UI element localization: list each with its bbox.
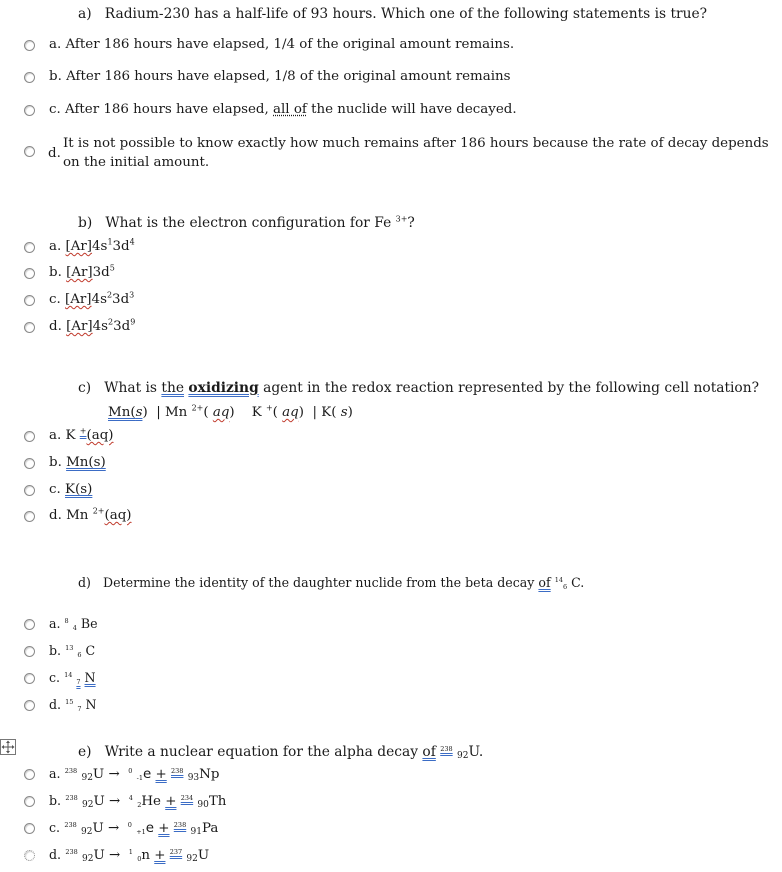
radio-a-c[interactable]: [24, 105, 35, 116]
element-symbol: Np: [199, 767, 220, 782]
option-c-d: [49, 508, 132, 523]
option-a-d-line1: It is not possible to know exactly how much remains after 186 hours because the rate of decay depends: [63, 136, 769, 151]
radio-d-c[interactable]: [24, 673, 35, 684]
option-charge: +: [79, 426, 87, 436]
electron-count: 2: [106, 290, 113, 300]
notation-part: (: [272, 405, 278, 420]
option-prefix: a.: [49, 766, 61, 781]
plus-sign: +: [165, 794, 177, 809]
radio-a-b[interactable]: [24, 72, 35, 83]
notation-part: Mn(: [108, 405, 136, 420]
option-a-b: b. After 186 hours have elapsed, 1/8 of the original amount remains: [49, 69, 511, 84]
notation-part: (: [203, 405, 209, 420]
notation-part: | K(: [312, 405, 337, 420]
option-c-a: [49, 428, 114, 443]
element-symbol: U: [93, 848, 105, 863]
mass-number: 234: [180, 794, 194, 802]
mass-number: 8: [64, 617, 69, 625]
element-symbol: U: [92, 767, 105, 782]
option-prefix: a.: [49, 239, 66, 254]
atomic-number: +1: [136, 828, 146, 836]
notation-charge: 2+: [191, 403, 204, 413]
reaction-arrow: →: [109, 794, 121, 809]
option-a-d-label: d.: [48, 146, 61, 161]
orbital: 4s: [91, 292, 107, 307]
question-d-title: [78, 575, 584, 590]
element-symbol: N: [84, 670, 96, 685]
mass-number: 238: [65, 794, 78, 802]
atomic-number: 90: [197, 800, 209, 810]
orbital: 4s: [92, 239, 108, 254]
question-text-of: of: [422, 744, 436, 760]
option-text: c. After 186 hours have elapsed,: [49, 102, 274, 117]
element-symbol: Th: [208, 794, 227, 809]
notation-state: aq: [282, 405, 299, 420]
electron-count: 4: [129, 237, 135, 247]
element-symbol: Be: [80, 616, 98, 631]
mass-number: 0: [128, 767, 133, 775]
element-symbol: U: [92, 821, 104, 836]
mass-number: 1: [128, 848, 133, 856]
mass-number: 237: [169, 848, 183, 856]
electron-count: 2: [108, 317, 114, 327]
atomic-number: 91: [190, 827, 202, 837]
option-a-d-line2: on the initial amount.: [63, 155, 210, 170]
radio-e-c[interactable]: [24, 823, 35, 834]
notation-part: | Mn: [156, 405, 188, 420]
radio-d-a[interactable]: [24, 619, 35, 630]
atomic-number: 4: [72, 624, 77, 632]
radio-b-a[interactable]: [24, 242, 35, 253]
option-prefix: a. K: [49, 428, 76, 443]
cell-notation: [108, 405, 353, 420]
mass-number: 0: [127, 821, 132, 829]
option-prefix: a.: [49, 616, 61, 631]
option-prefix: c.: [49, 292, 66, 307]
option-body: (aq): [104, 508, 132, 523]
radio-e-a[interactable]: [24, 769, 35, 780]
notation-part: ): [347, 405, 353, 420]
option-b-c: [49, 292, 134, 307]
option-c-c: [49, 482, 92, 497]
plus-sign: +: [154, 848, 166, 863]
option-e-a: [49, 766, 219, 782]
notation-part: ): [298, 405, 304, 420]
electron-count: 9: [130, 317, 136, 327]
option-body: (aq): [86, 428, 114, 443]
question-label: d): [78, 575, 91, 590]
particle-symbol: He: [141, 794, 161, 809]
option-a-a: a. After 186 hours have elapsed, 1/4 of the original amount remains.: [49, 37, 515, 52]
radio-b-b[interactable]: [24, 268, 35, 279]
option-d-c: [49, 670, 96, 685]
option-d-d: [49, 697, 97, 712]
mass-number: 14: [554, 576, 563, 584]
option-prefix: b.: [49, 265, 67, 280]
element-symbol: U: [197, 848, 210, 863]
particle-symbol: n: [141, 848, 150, 863]
question-text: Determine the identity of the daughter nuclide from the beta decay: [103, 575, 535, 590]
option-text-tail: the nuclide will have decayed.: [306, 102, 517, 117]
notation-part: ): [142, 405, 148, 420]
option-prefix: b.: [49, 643, 62, 658]
mass-number: 14: [64, 671, 73, 679]
option-b-a: [49, 239, 135, 254]
option-e-c: [49, 820, 218, 836]
option-prefix: d.: [49, 319, 67, 334]
atomic-number: 2: [137, 801, 142, 809]
option-prefix: d.: [49, 697, 62, 712]
atomic-number: 7: [77, 705, 82, 713]
question-label: a): [78, 6, 92, 22]
element-symbol: Pa: [201, 821, 219, 836]
option-a-c: [49, 102, 517, 117]
option-prefix: c.: [49, 670, 61, 685]
option-body: K(s): [65, 482, 93, 497]
notation-state: aq: [212, 405, 230, 420]
option-e-d: [49, 847, 209, 863]
mass-number: 238: [65, 848, 78, 856]
reaction-arrow: →: [108, 821, 120, 836]
question-text: What is the electron configuration for Fe: [105, 215, 392, 231]
charge: 3+: [395, 214, 408, 224]
radio-a-a[interactable]: [24, 40, 35, 51]
noble-gas-core: [Ar]: [66, 319, 93, 334]
noble-gas-core: [Ar]: [65, 239, 93, 254]
radio-a-d[interactable]: [24, 146, 35, 157]
plus-sign: +: [158, 821, 170, 836]
option-prefix: c.: [49, 820, 61, 835]
question-label: b): [78, 215, 93, 231]
particle-symbol: e: [145, 821, 155, 836]
question-mark: ?: [407, 215, 415, 231]
option-b-d: [49, 319, 135, 334]
radio-b-c[interactable]: [24, 295, 35, 306]
notation-charge: +: [265, 403, 273, 413]
electron-count: 5: [109, 263, 115, 273]
option-prefix: d. Mn: [49, 508, 89, 523]
orbital: 4s: [92, 319, 109, 334]
option-b-b: [49, 265, 115, 280]
atomic-number: 7: [76, 678, 81, 686]
question-b-title: [78, 215, 415, 231]
option-charge: 2+: [92, 506, 105, 516]
option-body: Mn(s): [66, 455, 106, 470]
atomic-number: 92: [186, 854, 198, 864]
mass-number: 15: [65, 698, 74, 706]
radio-d-d[interactable]: [24, 700, 35, 711]
question-c-title: [78, 380, 759, 396]
option-prefix: d.: [49, 847, 62, 862]
electron-count: 3: [129, 290, 135, 300]
mass-number: 4: [128, 794, 133, 802]
option-prefix: b.: [49, 793, 62, 808]
atomic-number: 92: [82, 854, 94, 864]
mass-number: 238: [440, 745, 453, 753]
mass-number: 13: [65, 644, 74, 652]
orbital: 3d: [112, 292, 130, 307]
option-e-b: [49, 793, 226, 809]
question-a-title: [78, 6, 707, 22]
mass-number: 238: [173, 821, 187, 829]
notation-state: s: [340, 405, 348, 420]
option-prefix: c.: [49, 482, 66, 497]
question-text: Write a nuclear equation for the alpha decay: [104, 744, 419, 760]
atomic-number: 6: [77, 651, 82, 659]
question-e-title: [78, 744, 483, 760]
radio-e-d[interactable]: [24, 850, 35, 861]
option-c-b: [49, 455, 106, 470]
plus-sign: +: [155, 767, 167, 782]
question-text: Radium-230 has a half-life of 93 hours. Which one of the following statements is true?: [104, 6, 708, 22]
particle-symbol: e: [142, 767, 152, 782]
radio-b-d[interactable]: [24, 322, 35, 333]
mass-number: 238: [64, 767, 78, 775]
question-text: What is: [104, 380, 162, 396]
notation-part: ): [229, 405, 235, 420]
option-prefix: b.: [49, 455, 67, 470]
element-symbol: C.: [571, 575, 585, 590]
element-symbol: C: [85, 643, 96, 658]
option-emphasis: all of: [273, 102, 307, 117]
mass-number: 238: [171, 767, 184, 775]
radio-c-a[interactable]: [24, 431, 35, 442]
question-label: c): [78, 380, 92, 396]
atomic-number: 92: [457, 751, 469, 761]
radio-c-b[interactable]: [24, 458, 35, 469]
radio-c-c[interactable]: [24, 485, 35, 496]
mass-number: 238: [64, 821, 77, 829]
notation-part: K: [251, 405, 262, 420]
move-arrows-icon: [1, 740, 15, 754]
option-d-a: [49, 616, 98, 631]
element-symbol: U.: [468, 744, 484, 760]
question-keyword: oxidizing: [188, 380, 259, 396]
question-text-tail: agent in the redox reaction represented by the following cell notation?: [258, 380, 760, 396]
atomic-number: 92: [82, 800, 94, 810]
noble-gas-core: [Ar]: [66, 265, 93, 280]
question-text-of: of: [538, 575, 551, 590]
orbital: 3d: [92, 265, 110, 280]
element-symbol: N: [85, 697, 97, 712]
orbital: 3d: [113, 319, 131, 334]
atomic-number: 6: [562, 583, 568, 591]
move-handle-icon[interactable]: [0, 739, 16, 755]
atomic-number: 0: [137, 855, 142, 863]
reaction-arrow: →: [108, 767, 120, 782]
reaction-arrow: →: [109, 848, 121, 863]
question-label: e): [78, 744, 92, 760]
atomic-number: -1: [136, 774, 143, 782]
noble-gas-core: [Ar]: [65, 292, 92, 307]
atomic-number: 92: [81, 773, 93, 783]
atomic-number: 92: [81, 827, 93, 837]
element-symbol: U: [93, 794, 105, 809]
orbital: 3d: [112, 239, 130, 254]
option-d-b: [49, 643, 95, 658]
question-text-the: the: [161, 380, 185, 396]
radio-d-b[interactable]: [24, 646, 35, 657]
electron-count: 1: [107, 237, 113, 247]
atomic-number: 93: [187, 773, 200, 783]
notation-state: s: [135, 405, 143, 420]
radio-e-b[interactable]: [24, 796, 35, 807]
radio-c-d[interactable]: [24, 511, 35, 522]
